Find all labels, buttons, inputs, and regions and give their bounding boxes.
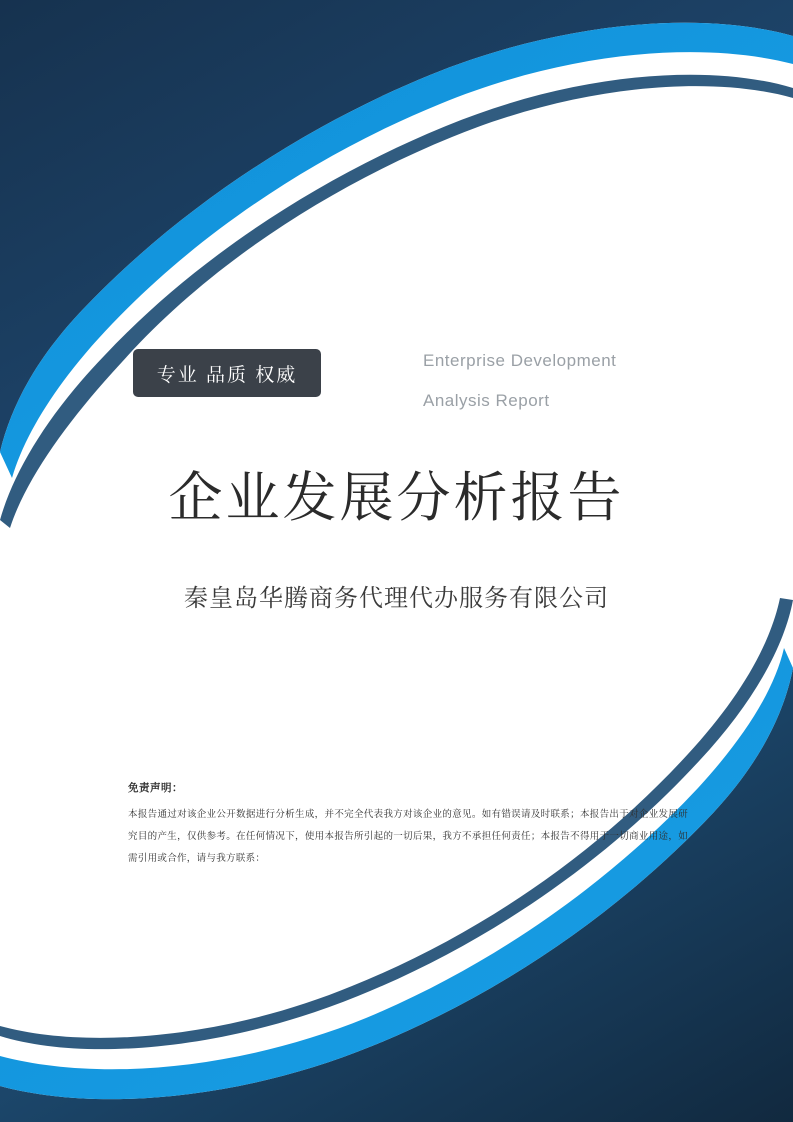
quality-badge: 专业 品质 权威: [133, 349, 321, 397]
english-title-line1: Enterprise Development: [423, 351, 617, 370]
disclaimer-heading: 免责声明：: [128, 782, 183, 794]
company-name: 秦皇岛华腾商务代理代办服务有限公司: [184, 585, 609, 612]
english-title-line2: Analysis Report: [423, 391, 550, 410]
page-title: 企业发展分析报告: [168, 468, 625, 528]
disclaimer-block: [128, 780, 688, 870]
english-title: [423, 341, 723, 421]
disclaimer-body: 本报告通过对该企业公开数据进行分析生成，并不完全代表我方对该企业的意见。如有错误请及时联系；本报告出于对企业发展研究目的产生，仅供参考。在任何情况下，使用本报告所引起的一切后果，我方不承担任何责任；本报告不得用于一切商业用途，如需引用或合作，请与我方联系：: [128, 809, 688, 864]
